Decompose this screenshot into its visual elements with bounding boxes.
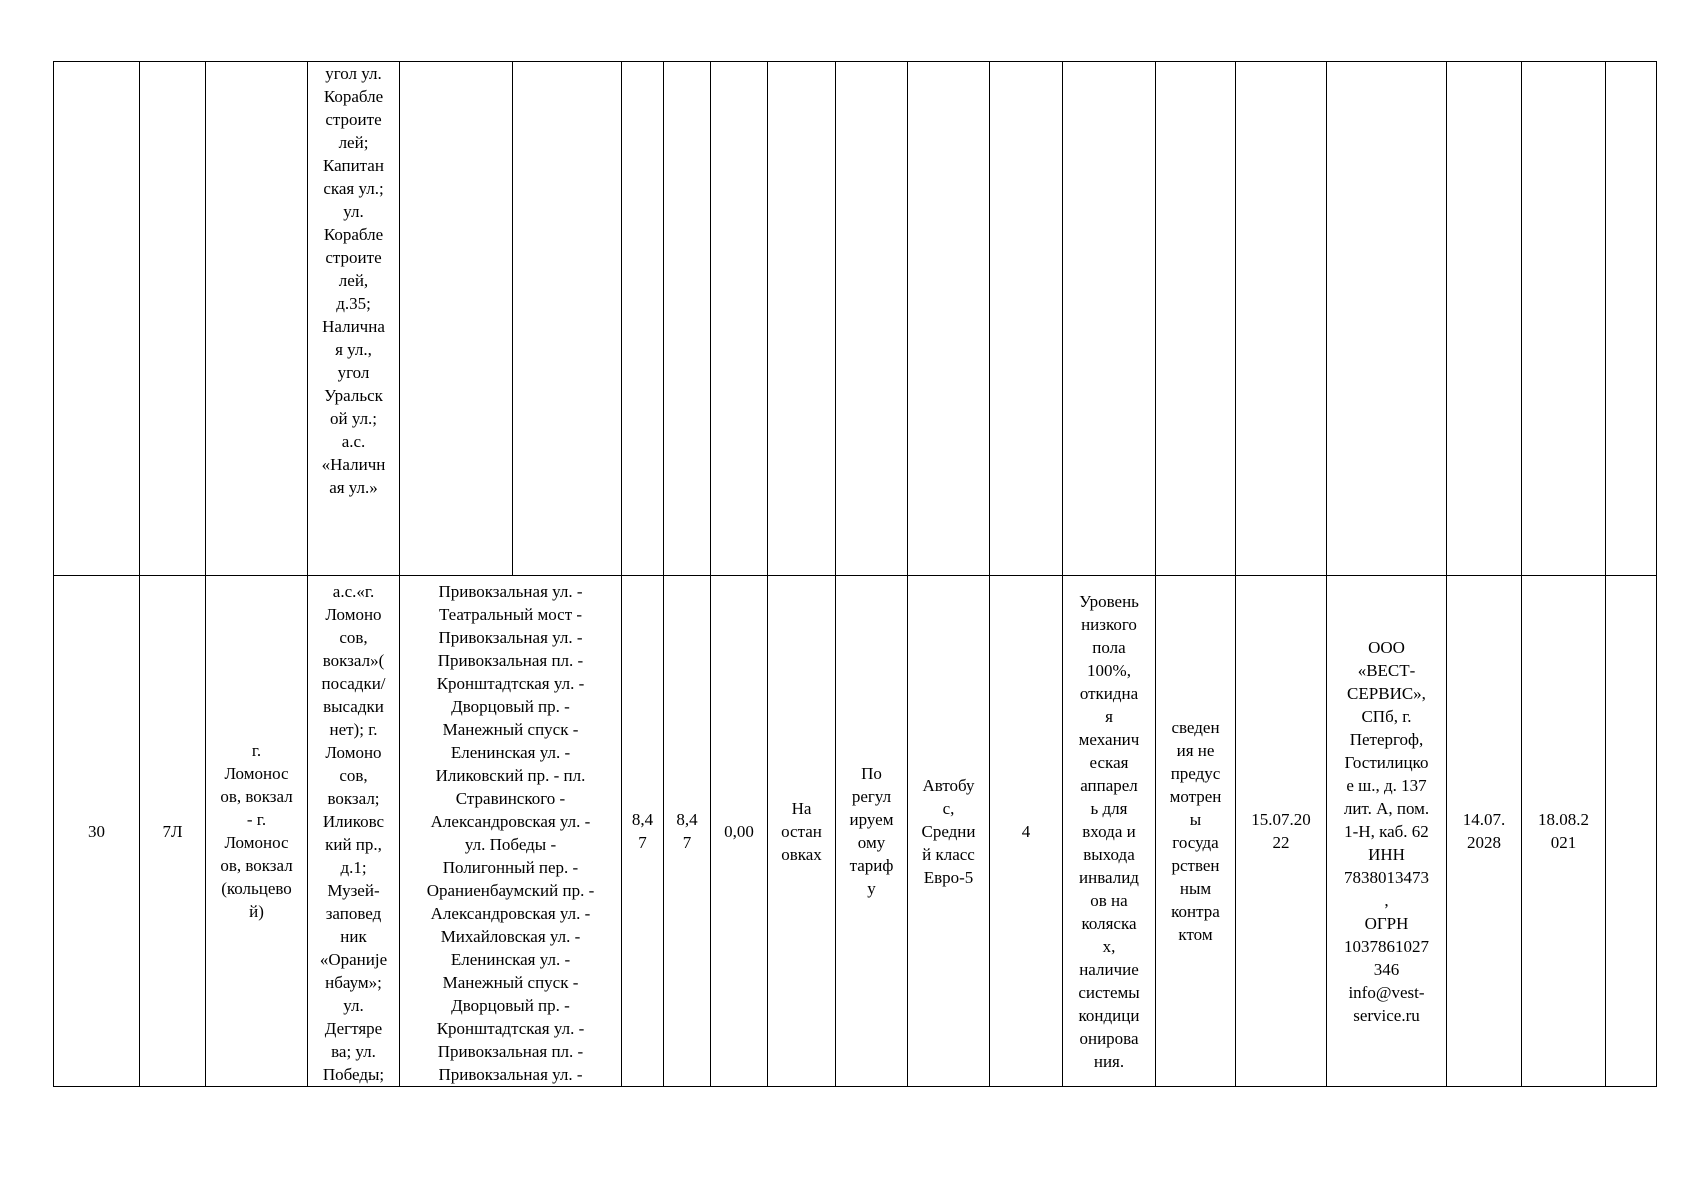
cell-length-extra: 0,00 (711, 576, 768, 1087)
cell-route-name: г. Ломонос ов, вокзал - г. Ломонос ов, вокзал (кольцево й) (206, 576, 308, 1087)
table-row (54, 62, 1657, 576)
cell-stops: угол ул. Корабле строите лей; Капитан ская ул.; ул. Корабле строите лей, д.35; Налична я ул., угол Уральск ой ул.; а.с. «Наличн ая ул.» (308, 62, 400, 576)
cell-route-name (206, 62, 308, 576)
cell-boarding: На остан овках (768, 576, 836, 1087)
route-registry-table (53, 61, 1657, 1087)
cell-features (1063, 62, 1156, 576)
cell-vehicle (908, 62, 990, 576)
cell-streets-back (513, 62, 622, 576)
cell-count (990, 62, 1063, 576)
cell-tariff (836, 62, 908, 576)
cell-extra (1606, 576, 1657, 1087)
cell-streets: Привокзальная ул. - Театральный мост - Привокзальная ул. - Привокзальная пл. - Кронштадтская ул. - Дворцовый пр. - Манежный спуск - Еленинская ул. - Иликовский пр. - пл. Стравинского - Александровская ул. - ул. Победы - Полигонный пер. - Ораниенбаумский пр. - Александровская ул. - Михайловская ул. - Еленинская ул. - Манежный спуск - Дворцовый пр. - Кронштадтская ул. - Привокзальная пл. - Привокзальная ул. - (400, 576, 622, 1087)
cell-carrier (1327, 62, 1447, 576)
cell-stops: а.с.«г. Ломоно сов, вокзал»( посадки/ высадки нет); г. Ломоно сов, вокзал; Иликовс кий пр., д.1; Музей- заповед ник «Ораније нбаум»; ул. Дегтяре ва; ул. Победы; (308, 576, 400, 1087)
cell-length-back: 8,4 7 (664, 576, 711, 1087)
cell-length-extra (711, 62, 768, 576)
cell-end-date: 14.07. 2028 (1447, 576, 1522, 1087)
cell-length-forward: 8,4 7 (622, 576, 664, 1087)
cell-num (54, 62, 140, 576)
table-row (54, 576, 1657, 1087)
cell-start-date (1236, 62, 1327, 576)
cell-end-date (1447, 62, 1522, 576)
cell-contract (1156, 62, 1236, 576)
cell-num: 30 (54, 576, 140, 1087)
cell-boarding (768, 62, 836, 576)
cell-carrier: ООО «ВЕСТ- СЕРВИС», СПб, г. Петергоф, Гостилицко е ш., д. 137 лит. А, пом. 1-Н, каб. 62 ИНН 7838013473 , ОГРН 1037861027 346 info@vest- service.ru (1327, 576, 1447, 1087)
cell-features: Уровень низкого пола 100%, откидна я механич еская аппарел ь для входа и выхода инвалид ов на коляска х, наличие системы кондици онирова ния. (1063, 576, 1156, 1087)
cell-route-no (140, 62, 206, 576)
cell-tariff: По регул ируем ому тариф у (836, 576, 908, 1087)
cell-route-no: 7Л (140, 576, 206, 1087)
cell-streets-forward (400, 62, 513, 576)
cell-reg-date: 18.08.2 021 (1522, 576, 1606, 1087)
cell-extra (1606, 62, 1657, 576)
cell-start-date: 15.07.20 22 (1236, 576, 1327, 1087)
cell-count: 4 (990, 576, 1063, 1087)
cell-contract: сведен ия не предус мотрен ы госуда рствен ным контра ктом (1156, 576, 1236, 1087)
cell-reg-date (1522, 62, 1606, 576)
cell-length-forward (622, 62, 664, 576)
cell-vehicle: Автобу с, Средни й класс Евро-5 (908, 576, 990, 1087)
cell-length-back (664, 62, 711, 576)
